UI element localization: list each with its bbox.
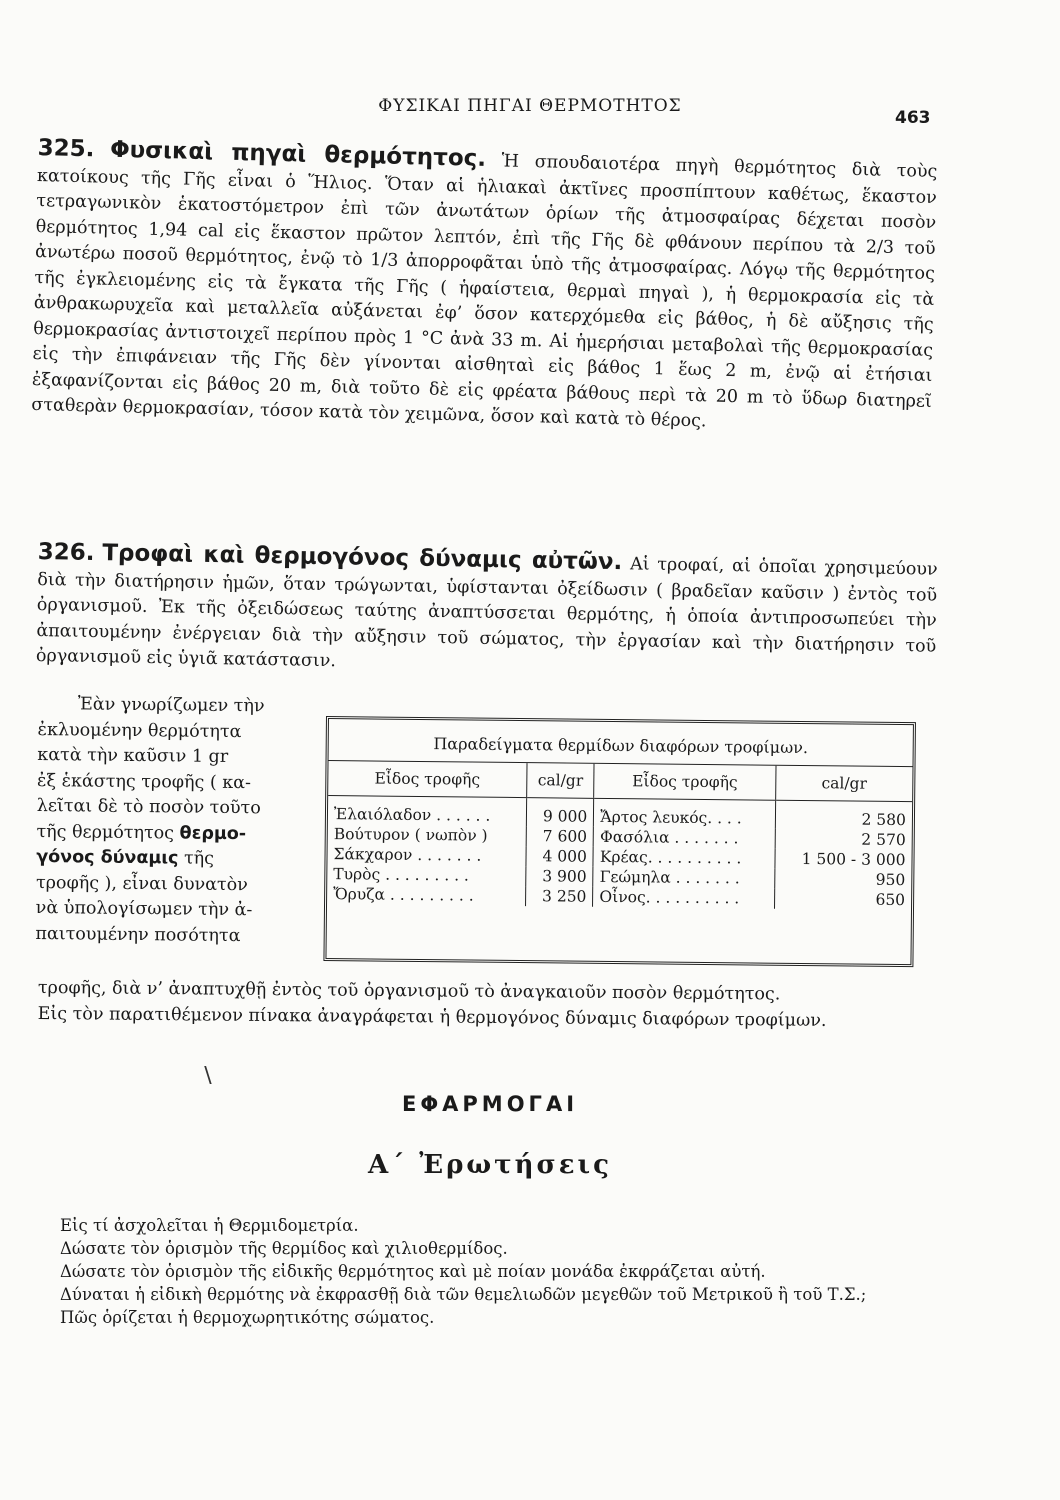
text-line: ἐξ ἑκάστης τροφῆς ( κα- <box>36 770 252 793</box>
section-325-title: Φυσικαὶ πηγαὶ θερμότητος. <box>109 136 487 172</box>
table-cell: Φασόλια . . . . . . . <box>593 827 775 849</box>
table-cell: 2 580 <box>775 800 912 830</box>
table-cell: 1 500 - 3 000 <box>775 849 912 870</box>
section-325-body: Ἡ σπουδαιοτέρα πηγὴ θερμότητος διὰ τοὺς κατοίκους τῆς Γῆς εἶναι ὁ Ἥλιος. Ὅταν αἱ ἡλιακαὶ ἀκτῖνες προσπίπτουν καθέτως, ἕκαστον τετραγωνικὸν ἑκατοστόμετρον ἐπὶ τῶν ἀνωτάτων ὁρίων τῆς ἀτμοσφαίρας δέχεται ποσὸν θερμότητος 1,94 cal εἰς ἕκαστον πρῶτον λεπτόν, ἐπὶ τῆς Γῆς δὲ φθάνουν περίπου τὰ 2/3 τοῦ ἀνωτέρω ποσοῦ θερμότητος, ἐνῷ τὸ 1/3 ἀπορροφᾶται ὑπὸ τῆς ἀτμοσφαίρας. Λόγῳ τῆς θερμότητος τῆς ἐγκλειομένης εἰς τὰ ἔγκατα τῆς Γῆς ( ἡφαίστεια, θερμαὶ πηγαὶ ), ἡ θερμοκρασία εἰς τὰ ἀνθρακωρυχεῖα καὶ μεταλλεῖα αὐξάνεται ἐφ’ ὅσον κατερχόμεθα εἰς βάθος, ἡ δὲ αὔξησις τῆς θερμοκρασίας ἀντιστοιχεῖ περίπου πρὸς 1 °C ἀνὰ 33 m. Αἱ ἡμερήσιαι μεταβολαὶ τῆς θερμοκρασίας εἰς τὴν ἐπιφάνειαν τῆς Γῆς δὲν γίνονται αἰσθηταὶ εἰς βάθος 1 ἕως 2 m, ἐνῷ αἱ ἐτήσιαι ἐξαφανίζονται εἰς βάθος 20 m, διὰ τοῦτο δὲ εἰς φρέατα βάθους περὶ τὰ 20 m τὸ ὕδωρ διατηρεῖ σταθερὰν θερμοκρασίαν, τόσον κατὰ τὸν χειμῶνα, ὅσον καὶ κατὰ τὸ θέρος. <box>31 151 938 432</box>
table-cell: 650 <box>774 889 911 910</box>
table-cell: Βούτυρον ( νωπὸν ) <box>333 825 488 845</box>
text-line: τροφῆς, διὰ ν’ ἀναπτυχθῇ ἐντὸς τοῦ ὀργανισμοῦ τὸ ἀναγκαιοῦν ποσὸν θερμότητος. <box>37 977 781 1005</box>
table-cell: Κρέας. . . . . . . . . . <box>593 847 775 869</box>
page-number: 463 <box>895 108 931 128</box>
question-item: Δώσατε τὸν ὁρισμὸν τῆς θερμίδος καὶ χιλιοθερμίδος. <box>60 1239 508 1258</box>
section-325-paragraph <box>31 136 938 440</box>
running-head: ΦΥΣΙΚΑΙ ΠΗΓΑΙ ΘΕΡΜΟΤΗΤΟΣ <box>378 96 682 116</box>
food-table-grid <box>327 761 912 910</box>
section-326-paragraph <box>36 540 938 685</box>
column-header: Εἶδος τροφῆς <box>328 761 527 798</box>
pencil-mark-icon: ∖ <box>200 1064 215 1089</box>
text-line: παιτουμένην ποσότητα <box>35 923 241 946</box>
text-line: νὰ ὑπολογίσωμεν τὴν ἀ- <box>35 897 253 921</box>
table-cell: 9 000 <box>526 798 594 827</box>
question-item: Δύναται ἡ εἰδικὴ θερμότης νὰ ἐκφρασθῇ διὰ τῶν θεμελιωδῶν μεγεθῶν τοῦ Μετρικοῦ ἢ τοῦ Τ.Σ.; <box>60 1285 867 1304</box>
section-325 <box>31 136 938 440</box>
food-calorie-table <box>323 716 916 967</box>
table-cell: 3 900 <box>526 866 594 887</box>
term-bold: θερμο- <box>179 822 247 844</box>
table-cell: Ἐλαιόλαδον . . . . . . <box>333 805 491 825</box>
term-bold: γόνος δύναμις <box>36 846 179 869</box>
questions-heading: Α΄ Ἐρωτήσεις <box>368 1150 612 1180</box>
table-cell: Ὄρυζα . . . . . . . . . <box>333 885 474 905</box>
text-fragment: τῆς <box>178 848 215 869</box>
question-list <box>60 1214 960 1329</box>
after-table-text <box>38 976 918 1035</box>
text-fragment: τῆς θερμότητος <box>36 821 180 843</box>
question-item: Πῶς ὁρίζεται ἡ θερμοχωρητικότης σώματος. <box>60 1308 435 1327</box>
section-326-number: 326. <box>37 539 95 566</box>
question-item: Εἰς τί ἀσχολεῖται ἡ Θερμιδομετρία. <box>60 1216 359 1235</box>
table-cell: 7 600 <box>526 826 594 847</box>
text-line <box>36 819 301 847</box>
table-cell: 2 570 <box>775 829 912 850</box>
text-line: κατὰ τὴν καῦσιν 1 gr <box>37 744 229 767</box>
table-cell: Ἄρτος λευκός. . . . <box>594 798 776 828</box>
section-326-body: Αἱ τροφαί, αἱ ὁποῖαι χρησιμεύουν διὰ τὴν διατήρησιν ἡμῶν, ὅταν τρώγωνται, ὑφίστανται ὀξείδωσιν ( βραδεῖαν καῦσιν ) ἐντὸς τοῦ ὀργανισμοῦ. Ἐκ τῆς ὀξειδώσεως ταύτης ἀναπτύσσεται θερμότης, ἡ ὁποία ἀντιπροσωπεύει τὴν ἀπαιτουμένην ἐνέργειαν διὰ τὴν αὔξησιν τοῦ σώματος, τὴν ἐργασίαν καὶ τὴν διατήρησιν τοῦ ὀργανισμοῦ εἰς ὑγιᾶ κατάστασιν. <box>35 554 938 672</box>
column-header: cal/gr <box>775 766 912 802</box>
table-caption: Παραδείγματα θερμίδων διαφόρων τροφίμων. <box>329 719 913 767</box>
text-line: ἐκλυομένην θερμότητα <box>37 719 242 742</box>
left-column-text <box>35 692 303 950</box>
column-header: cal/gr <box>527 763 595 798</box>
table-cell: Γεώμηλα . . . . . . . <box>593 867 775 889</box>
column-header: Εἶδος τροφῆς <box>594 764 776 800</box>
section-326-title: Τροφαὶ καὶ θερμογόνος δύναμις αὐτῶν. <box>102 540 623 576</box>
table-cell: Οἶνος. . . . . . . . . . <box>593 887 775 909</box>
table-cell: 950 <box>775 869 912 890</box>
table-cell: Σάκχαρον . . . . . . . <box>333 845 482 865</box>
text-line: Ἐὰν γνωρίζωμεν τὴν <box>77 694 265 717</box>
applications-heading: ΕΦΑΡΜΟΓΑΙ <box>401 1092 579 1116</box>
table-cell: Τυρὸς . . . . . . . . . <box>333 865 470 885</box>
section-326 <box>36 540 938 685</box>
question-item: Δώσατε τὸν ὁρισμὸν τῆς εἰδικῆς θερμότητος καὶ μὲ ποίαν μονάδα ἐκφράζεται αὐτή. <box>60 1262 766 1281</box>
text-line <box>36 845 301 873</box>
table-cell: 4 000 <box>526 846 594 867</box>
text-line: Εἰς τὸν παρατιθέμενον πίνακα ἀναγράφεται ἡ θερμογόνος δύναμις διαφόρων τροφίμων. <box>37 1003 827 1031</box>
text-line: λεῖται δὲ τὸ ποσὸν τοῦτο <box>36 795 261 819</box>
table-cell: 3 250 <box>525 886 593 907</box>
section-325-number: 325. <box>37 135 95 163</box>
text-line: τροφῆς ), εἶναι δυνατὸν <box>35 872 248 895</box>
